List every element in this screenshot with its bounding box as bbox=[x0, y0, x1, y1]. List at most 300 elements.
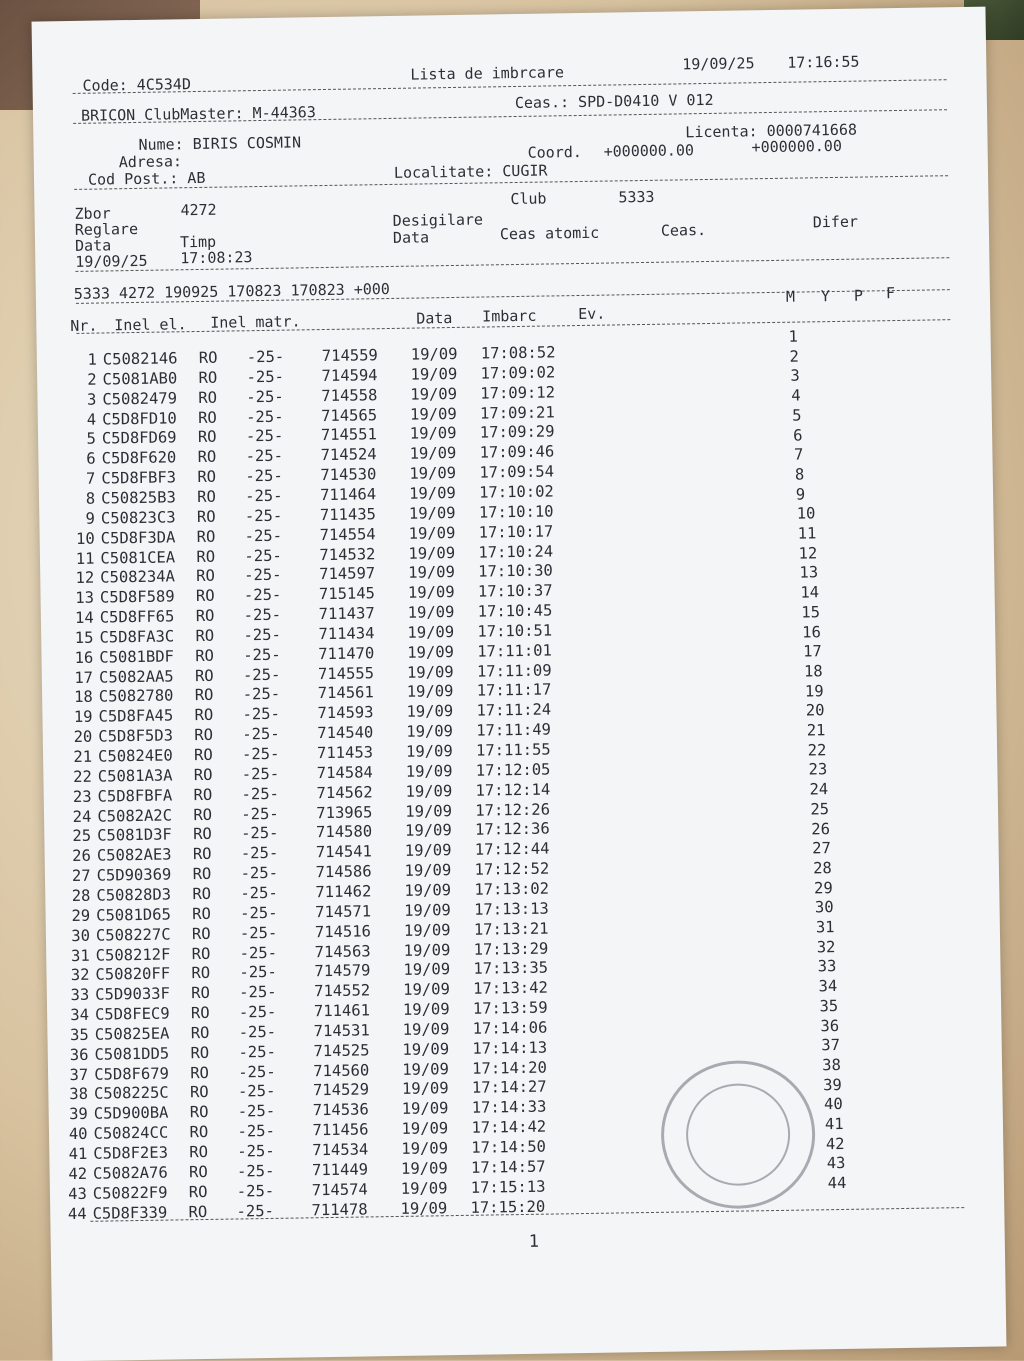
placement-number: 15 bbox=[801, 603, 820, 621]
ring-electronic: C5082479 bbox=[102, 389, 177, 408]
ring-electronic: C50825EA bbox=[95, 1024, 170, 1043]
arrival-time: 17:10:24 bbox=[478, 542, 553, 561]
row-number: 29 bbox=[70, 907, 90, 925]
arrival-date: 19/09 bbox=[409, 444, 456, 463]
ring-matricol: 714536 bbox=[313, 1101, 369, 1120]
ring-electronic: C5082A76 bbox=[93, 1163, 168, 1182]
ring-year: -25- bbox=[242, 705, 280, 724]
setting-date: 19/09/25 bbox=[75, 252, 148, 271]
ring-matricol: 714571 bbox=[315, 902, 371, 921]
ring-electronic: C5D90369 bbox=[97, 866, 172, 885]
ring-year: -25- bbox=[238, 1062, 276, 1081]
arrival-time: 17:15:13 bbox=[471, 1177, 546, 1196]
arrival-time: 17:14:20 bbox=[472, 1058, 547, 1077]
arrival-time: 17:11:24 bbox=[476, 701, 551, 720]
ring-country: RO bbox=[193, 786, 212, 804]
print-date: 19/09/25 bbox=[682, 54, 755, 73]
arrival-time: 17:11:17 bbox=[477, 681, 552, 700]
ring-electronic: C5082A2C bbox=[97, 806, 172, 825]
ring-matricol: 711449 bbox=[312, 1160, 368, 1179]
ring-matricol: 714552 bbox=[314, 982, 370, 1001]
ring-electronic: C5D8F620 bbox=[102, 449, 177, 468]
placement-number: 9 bbox=[796, 485, 806, 503]
arrival-time: 17:13:29 bbox=[474, 939, 549, 958]
ring-electronic: C5081CEA bbox=[100, 548, 175, 567]
placement-number: 16 bbox=[802, 623, 821, 641]
ring-electronic: C5D8FD10 bbox=[102, 409, 177, 428]
flight-number: 4272 bbox=[180, 201, 216, 220]
placement-number: 10 bbox=[797, 505, 816, 523]
ring-year: -25- bbox=[247, 348, 285, 367]
ring-matricol: 714532 bbox=[319, 545, 375, 564]
ring-electronic: C5D8F3DA bbox=[101, 528, 176, 547]
ring-country: RO bbox=[195, 647, 214, 665]
ring-matricol: 711470 bbox=[318, 644, 374, 663]
arrival-time: 17:12:05 bbox=[476, 760, 551, 779]
arrival-date: 19/09 bbox=[402, 1060, 449, 1079]
arrival-date: 19/09 bbox=[400, 1199, 447, 1218]
ring-country: RO bbox=[196, 587, 215, 605]
arrival-time: 17:09:02 bbox=[480, 363, 555, 382]
ring-matricol: 714593 bbox=[317, 704, 373, 723]
placement-number: 19 bbox=[805, 682, 824, 700]
col-y: Y bbox=[821, 287, 830, 305]
ring-country: RO bbox=[198, 428, 217, 446]
placement-number: 4 bbox=[791, 387, 801, 405]
ring-country: RO bbox=[192, 905, 211, 923]
placement-number: 5 bbox=[792, 406, 802, 424]
ring-year: -25- bbox=[239, 1023, 277, 1042]
placement-number: 39 bbox=[823, 1076, 842, 1094]
ring-matricol: 714584 bbox=[317, 763, 373, 782]
ring-matricol: 714541 bbox=[316, 843, 372, 862]
ring-electronic: C5D8FEC9 bbox=[95, 1005, 170, 1024]
ring-country: RO bbox=[197, 468, 216, 486]
ring-country: RO bbox=[196, 547, 215, 565]
ring-electronic: C50820FF bbox=[95, 965, 170, 984]
col-m: M bbox=[786, 288, 795, 306]
arrival-time: 17:10:30 bbox=[478, 562, 553, 581]
arrival-time: 17:12:36 bbox=[475, 820, 550, 839]
placement-number: 36 bbox=[820, 1017, 839, 1035]
ring-matricol: 715145 bbox=[319, 584, 375, 603]
arrival-time: 17:11:09 bbox=[477, 661, 552, 680]
ring-matricol: 714561 bbox=[318, 684, 374, 703]
row-number: 16 bbox=[73, 648, 93, 666]
arrival-time: 17:13:42 bbox=[473, 979, 548, 998]
club-code: Code: 4C534D bbox=[82, 75, 191, 95]
bricon-clubmaster: BRICON ClubMaster: M-44363 bbox=[81, 103, 316, 125]
arrival-time: 17:10:37 bbox=[478, 582, 553, 601]
placement-number: 25 bbox=[810, 800, 829, 818]
ring-year: -25- bbox=[243, 685, 281, 704]
arrival-date: 19/09 bbox=[409, 524, 456, 543]
arrival-time: 17:10:45 bbox=[478, 602, 553, 621]
row-number: 20 bbox=[72, 728, 92, 746]
ring-country: RO bbox=[190, 1083, 209, 1101]
ring-matricol: 714516 bbox=[315, 922, 371, 941]
row-number: 7 bbox=[75, 470, 95, 488]
arrival-date: 19/09 bbox=[403, 1020, 450, 1039]
ring-country: RO bbox=[191, 984, 210, 1002]
placement-number: 11 bbox=[798, 524, 817, 542]
col-f: F bbox=[886, 284, 895, 302]
ring-country: RO bbox=[193, 825, 212, 843]
ring-year: -25- bbox=[246, 427, 284, 446]
date2-label: Data bbox=[393, 228, 429, 247]
ring-electronic: C50828D3 bbox=[96, 885, 171, 904]
ring-electronic: C5081D65 bbox=[96, 905, 171, 924]
placement-number: 27 bbox=[812, 839, 831, 857]
ring-matricol: 714594 bbox=[321, 366, 377, 385]
arrival-time: 17:09:46 bbox=[479, 443, 554, 462]
ring-matricol: 714560 bbox=[313, 1061, 369, 1080]
arrival-date: 19/09 bbox=[408, 583, 455, 602]
ring-country: RO bbox=[198, 388, 217, 406]
ring-electronic: C50824E0 bbox=[98, 746, 173, 765]
arrival-date: 19/09 bbox=[402, 1080, 449, 1099]
clock-id: Ceas.: SPD-D0410 V 012 bbox=[515, 91, 714, 112]
ring-year: -25- bbox=[239, 963, 277, 982]
arrival-time: 17:10:17 bbox=[479, 522, 554, 541]
arrival-date: 19/09 bbox=[404, 901, 451, 920]
ring-year: -25- bbox=[236, 1201, 274, 1220]
arrival-date: 19/09 bbox=[409, 504, 456, 523]
ring-country: RO bbox=[195, 686, 214, 704]
atomic-clock-label: Ceas atomic bbox=[500, 224, 600, 244]
ring-electronic: C5D8FBF3 bbox=[101, 468, 176, 487]
arrival-time: 17:11:55 bbox=[476, 741, 551, 760]
row-number: 23 bbox=[71, 787, 91, 805]
row-number: 10 bbox=[75, 529, 95, 547]
col-nr: Nr. bbox=[70, 317, 97, 335]
ring-electronic: C5081A3A bbox=[98, 766, 173, 785]
ring-country: RO bbox=[198, 408, 217, 426]
ring-year: -25- bbox=[241, 784, 279, 803]
ring-country: RO bbox=[192, 885, 211, 903]
row-number: 15 bbox=[73, 629, 93, 647]
date-label: Data bbox=[75, 236, 111, 255]
placement-number: 24 bbox=[809, 780, 828, 798]
printout-sheet bbox=[32, 7, 1007, 1361]
ring-country: RO bbox=[194, 726, 213, 744]
ring-country: RO bbox=[189, 1123, 208, 1141]
placement-number: 20 bbox=[806, 702, 825, 720]
ring-year: -25- bbox=[245, 506, 283, 525]
arrival-date: 19/09 bbox=[402, 1040, 449, 1059]
ring-matricol: 714551 bbox=[321, 426, 377, 445]
placement-number: 26 bbox=[811, 820, 830, 838]
license-number: Licenta: 0000741668 bbox=[685, 121, 857, 142]
ring-year: -25- bbox=[242, 765, 280, 784]
arrival-time: 17:14:27 bbox=[472, 1078, 547, 1097]
ring-country: RO bbox=[193, 805, 212, 823]
ring-country: RO bbox=[194, 706, 213, 724]
col-ev: Ev. bbox=[578, 305, 605, 323]
ring-electronic: C5D8F339 bbox=[92, 1203, 167, 1222]
address-label: Adresa: bbox=[119, 152, 182, 171]
col-inel-el: Inel el. bbox=[114, 315, 187, 334]
difference-label: Difer bbox=[813, 213, 858, 232]
page-number: 1 bbox=[529, 1232, 540, 1252]
placement-number: 35 bbox=[819, 997, 838, 1015]
ring-matricol: 714530 bbox=[320, 465, 376, 484]
ring-matricol: 711456 bbox=[312, 1121, 368, 1140]
ring-electronic: C5D9033F bbox=[95, 985, 170, 1004]
arrival-time: 17:10:51 bbox=[477, 621, 552, 640]
row-number: 2 bbox=[76, 370, 96, 388]
row-number: 34 bbox=[69, 1006, 89, 1024]
time-label: Timp bbox=[180, 233, 216, 252]
ring-year: -25- bbox=[240, 943, 278, 962]
ring-year: -25- bbox=[245, 467, 283, 486]
row-number: 9 bbox=[75, 509, 95, 527]
placement-number: 40 bbox=[824, 1095, 843, 1113]
placement-number: 38 bbox=[822, 1056, 841, 1074]
row-number: 43 bbox=[67, 1185, 87, 1203]
row-number: 12 bbox=[74, 569, 94, 587]
placement-number: 34 bbox=[818, 977, 837, 995]
ring-matricol: 714529 bbox=[313, 1081, 369, 1100]
ring-electronic: C5081D3F bbox=[97, 826, 172, 845]
arrival-time: 17:14:50 bbox=[471, 1138, 546, 1157]
ring-electronic: C5D8FBFA bbox=[97, 786, 172, 805]
ring-electronic: C5D900BA bbox=[94, 1104, 169, 1123]
ring-electronic: C5081AB0 bbox=[102, 369, 177, 388]
placement-number: 1 bbox=[788, 328, 798, 346]
ring-electronic: C5081BDF bbox=[99, 647, 174, 666]
arrival-date: 19/09 bbox=[403, 980, 450, 999]
arrival-date: 19/09 bbox=[410, 424, 457, 443]
arrival-time: 17:12:52 bbox=[474, 860, 549, 879]
ring-electronic: C50823C3 bbox=[101, 508, 176, 527]
ring-matricol: 714534 bbox=[312, 1140, 368, 1159]
ring-matricol: 714540 bbox=[317, 723, 373, 742]
locality: Localitate: CUGIR bbox=[394, 161, 548, 181]
ring-electronic: C5D8FD69 bbox=[102, 429, 177, 448]
ring-country: RO bbox=[194, 746, 213, 764]
ring-country: RO bbox=[192, 925, 211, 943]
arrival-date: 19/09 bbox=[409, 484, 456, 503]
ring-year: -25- bbox=[244, 606, 282, 625]
arrival-date: 19/09 bbox=[406, 742, 453, 761]
ring-electronic: C50825B3 bbox=[101, 488, 176, 507]
ring-year: -25- bbox=[243, 645, 281, 664]
ring-electronic: C5D8F679 bbox=[94, 1064, 169, 1083]
arrival-date: 19/09 bbox=[410, 365, 457, 384]
placement-number: 14 bbox=[800, 583, 819, 601]
ring-matricol: 711461 bbox=[314, 1001, 370, 1020]
ring-country: RO bbox=[195, 627, 214, 645]
ring-electronic: C5082146 bbox=[103, 349, 178, 368]
ring-year: -25- bbox=[241, 844, 279, 863]
row-number: 30 bbox=[70, 926, 90, 944]
ring-matricol: 714524 bbox=[320, 445, 376, 464]
ring-country: RO bbox=[190, 1064, 209, 1082]
ring-country: RO bbox=[190, 1103, 209, 1121]
row-number: 4 bbox=[76, 410, 96, 428]
unsealing-label: Desigilare bbox=[393, 211, 484, 230]
placement-number: 13 bbox=[799, 564, 818, 582]
placement-number: 7 bbox=[794, 446, 804, 464]
stamp-inner-ring bbox=[685, 1083, 791, 1187]
ring-matricol: 714558 bbox=[321, 386, 377, 405]
col-p: P bbox=[854, 287, 863, 305]
ring-matricol: 714597 bbox=[319, 565, 375, 584]
ring-year: -25- bbox=[237, 1122, 275, 1141]
ring-matricol: 711437 bbox=[319, 604, 375, 623]
club-number: 5333 bbox=[618, 188, 654, 207]
ring-year: -25- bbox=[240, 923, 278, 942]
arrival-date: 19/09 bbox=[405, 841, 452, 860]
arrival-date: 19/09 bbox=[407, 663, 454, 682]
ring-year: -25- bbox=[241, 804, 279, 823]
ring-year: -25- bbox=[238, 1082, 276, 1101]
arrival-date: 19/09 bbox=[406, 722, 453, 741]
row-number: 5 bbox=[76, 430, 96, 448]
ring-country: RO bbox=[199, 349, 218, 367]
arrival-date: 19/09 bbox=[407, 623, 454, 642]
ring-year: -25- bbox=[244, 566, 282, 585]
row-number: 35 bbox=[69, 1026, 89, 1044]
ring-year: -25- bbox=[237, 1162, 275, 1181]
arrival-time: 17:09:12 bbox=[480, 383, 555, 402]
row-number: 18 bbox=[73, 688, 93, 706]
ring-matricol: 711462 bbox=[315, 882, 371, 901]
coord-y: +000000.00 bbox=[751, 137, 842, 156]
row-number: 19 bbox=[72, 708, 92, 726]
ring-year: -25- bbox=[242, 725, 280, 744]
col-imbarc: Imbarc bbox=[482, 307, 536, 326]
arrival-date: 19/09 bbox=[407, 682, 454, 701]
arrival-date: 19/09 bbox=[404, 881, 451, 900]
ring-electronic: C5D8FF65 bbox=[100, 607, 175, 626]
arrival-date: 19/09 bbox=[408, 543, 455, 562]
ring-electronic: C50824CC bbox=[93, 1124, 168, 1143]
ring-electronic: C508234A bbox=[100, 568, 175, 587]
placement-number: 3 bbox=[790, 367, 800, 385]
postal-code: Cod Post.: AB bbox=[88, 169, 206, 189]
ring-electronic: C5082780 bbox=[99, 687, 174, 706]
row-number: 24 bbox=[71, 807, 91, 825]
clock-label: Ceas. bbox=[661, 221, 706, 240]
col-data: Data bbox=[416, 309, 452, 328]
ring-matricol: 711478 bbox=[311, 1200, 367, 1219]
flight-label: Zbor bbox=[74, 204, 110, 223]
ring-country: RO bbox=[197, 488, 216, 506]
arrival-date: 19/09 bbox=[401, 1119, 448, 1138]
arrival-time: 17:11:49 bbox=[476, 721, 551, 740]
row-number: 32 bbox=[69, 966, 89, 984]
placement-number: 22 bbox=[808, 741, 827, 759]
ring-year: -25- bbox=[243, 665, 281, 684]
coord-label: Coord. bbox=[528, 143, 582, 162]
placement-number: 18 bbox=[804, 662, 823, 680]
ring-matricol: 711464 bbox=[320, 485, 376, 504]
ring-country: RO bbox=[189, 1183, 208, 1201]
row-number: 14 bbox=[74, 609, 94, 627]
arrival-time: 17:14:57 bbox=[471, 1157, 546, 1176]
arrival-date: 19/09 bbox=[404, 921, 451, 940]
row-number: 6 bbox=[76, 450, 96, 468]
row-number: 37 bbox=[68, 1065, 88, 1083]
row-number: 8 bbox=[75, 490, 95, 508]
arrival-date: 19/09 bbox=[403, 1000, 450, 1019]
ring-matricol: 714531 bbox=[314, 1021, 370, 1040]
arrival-time: 17:09:21 bbox=[480, 403, 555, 422]
arrival-date: 19/09 bbox=[407, 643, 454, 662]
ring-year: -25- bbox=[246, 367, 284, 386]
ring-year: -25- bbox=[244, 586, 282, 605]
print-time: 17:16:55 bbox=[787, 53, 860, 72]
ring-electronic: C5D8F589 bbox=[100, 588, 175, 607]
arrival-date: 19/09 bbox=[410, 404, 457, 423]
ring-country: RO bbox=[194, 766, 213, 784]
arrival-date: 19/09 bbox=[411, 345, 458, 364]
ring-matricol: 714525 bbox=[313, 1041, 369, 1060]
setting-label: Reglare bbox=[75, 220, 138, 239]
arrival-date: 19/09 bbox=[402, 1099, 449, 1118]
row-number: 39 bbox=[68, 1105, 88, 1123]
ring-country: RO bbox=[197, 527, 216, 545]
arrival-time: 17:12:26 bbox=[475, 800, 550, 819]
arrival-date: 19/09 bbox=[409, 464, 456, 483]
arrival-time: 17:13:35 bbox=[473, 959, 548, 978]
ring-year: -25- bbox=[239, 1003, 277, 1022]
ring-year: -25- bbox=[245, 487, 283, 506]
ring-year: -25- bbox=[246, 447, 284, 466]
ring-country: RO bbox=[192, 865, 211, 883]
ring-electronic: C5081DD5 bbox=[94, 1044, 169, 1063]
arrival-time: 17:13:02 bbox=[474, 879, 549, 898]
ring-year: -25- bbox=[240, 864, 278, 883]
ring-electronic: C5082AA5 bbox=[99, 667, 174, 686]
arrival-time: 17:10:10 bbox=[479, 502, 554, 521]
arrival-date: 19/09 bbox=[401, 1139, 448, 1158]
col-inel-matr: Inel matr. bbox=[210, 312, 301, 331]
arrival-date: 19/09 bbox=[404, 861, 451, 880]
placement-number: 23 bbox=[808, 761, 827, 779]
placement-number: 2 bbox=[789, 347, 799, 365]
ring-year: -25- bbox=[238, 1043, 276, 1062]
arrival-time: 17:09:29 bbox=[480, 423, 555, 442]
arrival-date: 19/09 bbox=[408, 603, 455, 622]
ring-country: RO bbox=[189, 1143, 208, 1161]
arrival-time: 17:13:13 bbox=[474, 899, 549, 918]
row-number: 1 bbox=[77, 351, 97, 369]
arrival-time: 17:11:01 bbox=[477, 641, 552, 660]
arrival-date: 19/09 bbox=[404, 941, 451, 960]
row-number: 22 bbox=[72, 768, 92, 786]
placement-number: 31 bbox=[816, 918, 835, 936]
ring-matricol: 714554 bbox=[320, 525, 376, 544]
ring-country: RO bbox=[198, 448, 217, 466]
arrival-date: 19/09 bbox=[405, 802, 452, 821]
placement-number: 29 bbox=[814, 879, 833, 897]
arrival-date: 19/09 bbox=[406, 762, 453, 781]
ring-country: RO bbox=[188, 1203, 207, 1221]
row-number: 44 bbox=[66, 1204, 86, 1222]
row-number: 17 bbox=[73, 668, 93, 686]
ring-country: RO bbox=[196, 607, 215, 625]
row-number: 42 bbox=[67, 1165, 87, 1183]
arrival-date: 19/09 bbox=[406, 702, 453, 721]
ring-country: RO bbox=[195, 666, 214, 684]
row-number: 38 bbox=[68, 1085, 88, 1103]
ring-year: -25- bbox=[244, 546, 282, 565]
club-seal-stamp-icon bbox=[660, 1059, 816, 1209]
arrival-time: 17:10:02 bbox=[479, 482, 554, 501]
